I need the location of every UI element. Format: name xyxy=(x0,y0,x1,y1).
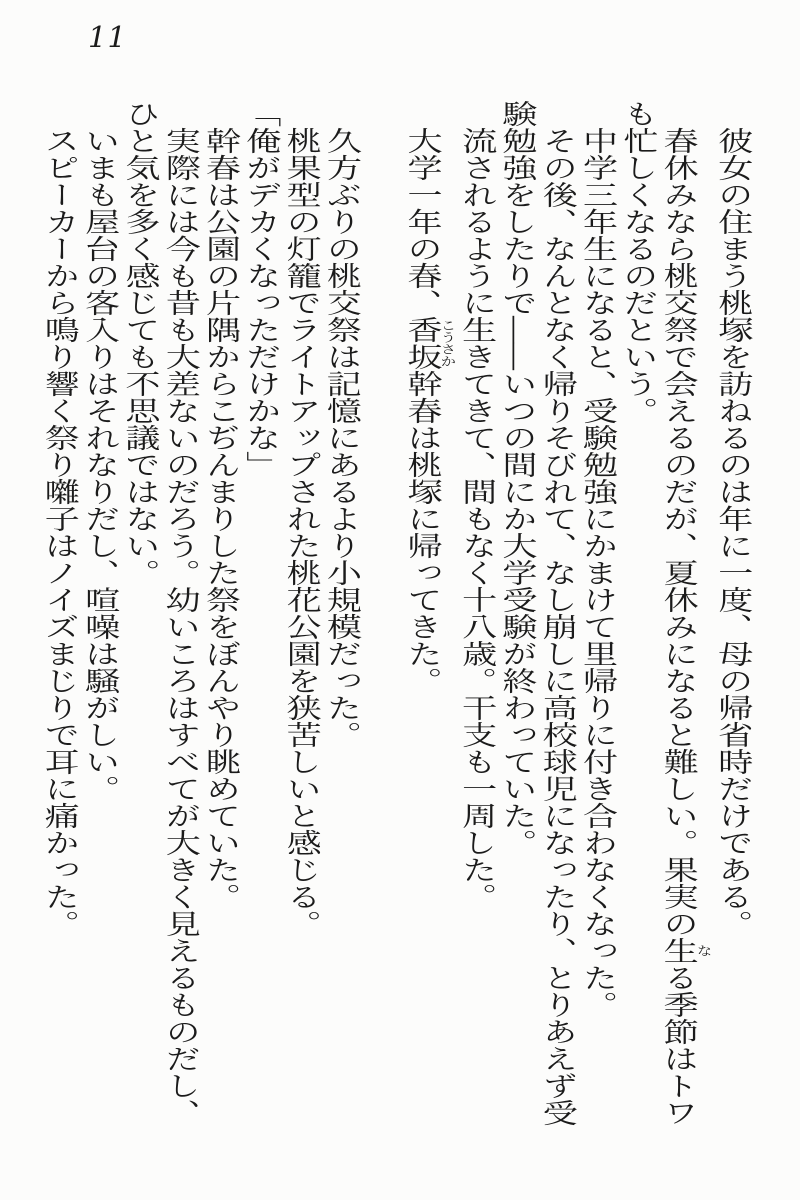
vertical-text-block xyxy=(38,100,752,1130)
blank-line xyxy=(361,100,401,1130)
quote-paragraph: 「俺がデカくなっただけかな」 xyxy=(241,100,281,478)
paragraph: 実際には今も昔も大差ないのだろう。幼いころはすべてが大きく見えるものだし、ひと気を多く感じても不思議ではない。 xyxy=(120,100,200,1126)
paragraph: 中学三年生になると、受験勉強にかまけて里帰りに付き合わなくなった。 xyxy=(577,127,617,1018)
furigana-ruby: 香坂こうさか xyxy=(402,316,457,370)
paragraph: 彼女の住まう桃塚を訪ねるのは年に一度、母の帰省時だけである。 xyxy=(713,127,752,937)
paragraph: 春休みなら桃交祭で会えるのだが、夏休みになると難しい。果実の生なる季節はトワも忙しくなるのだという。 xyxy=(618,100,713,1126)
paragraph: 久方ぶりの桃交祭は記憶にあるより小規模だった。 xyxy=(321,127,361,748)
paragraph: 流されるように生きてきて、間もなく十八歳。干支も一周した。 xyxy=(456,127,496,910)
paragraph: その後、なんとなく帰りそびれて、なし崩しに高校球児になったり、とりあえず受験勉強をしたりで――いつの間にか大学受験が終わっていた。 xyxy=(497,100,577,1126)
paragraph: いまも屋台の客入りはそれなりだし、喧噪は騒がしい。 xyxy=(79,127,119,802)
page-number: 11 xyxy=(88,20,127,54)
paragraph: 幹春は公園の片隅からこぢんまりした祭をぼんやり眺めていた。 xyxy=(200,127,240,910)
paragraph: スピーカーから鳴り響く祭り囃子はノイズまじりで耳に痛かった。 xyxy=(39,127,79,937)
paragraph: 大学一年の春、香坂こうさか幹春は桃塚に帰ってきた。 xyxy=(402,127,457,694)
furigana-ruby: 生な xyxy=(658,937,713,964)
paragraph: 桃果型の灯籠でライトアップされた桃花公園を狭苦しいと感じる。 xyxy=(281,127,321,937)
